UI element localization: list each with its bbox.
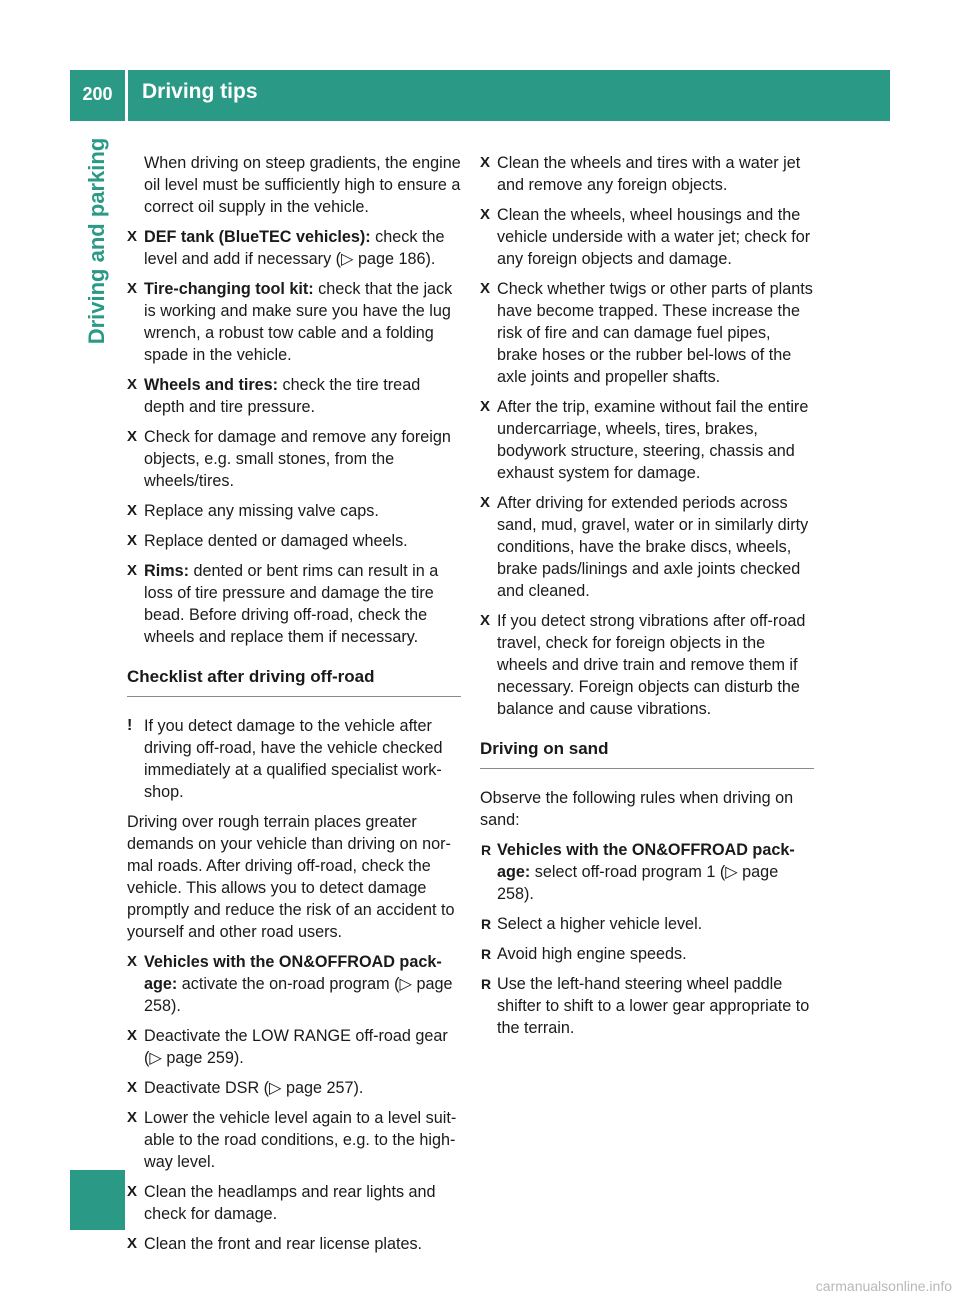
item-text: Deactivate DSR (▷ page 257). xyxy=(144,1079,364,1097)
item-label: Vehicles with the ON&OFFROAD pack-age: xyxy=(497,841,795,881)
action-arrow-icon: X xyxy=(127,428,138,445)
item-text: Replace any missing valve caps. xyxy=(144,502,379,520)
list-item xyxy=(480,492,814,602)
checks-right-list xyxy=(480,152,814,720)
item-text: dented or bent rims can result in a loss of tire pressure and damage the tire bead. Before driving off-road, check the wheels and replace them if necessary. xyxy=(144,562,439,646)
action-arrow-icon: X xyxy=(127,1079,138,1096)
item-label: Wheels and tires: xyxy=(144,376,279,394)
list-item xyxy=(480,610,814,720)
list-item xyxy=(480,396,814,484)
item-text: Clean the headlamps and rear lights and check for damage. xyxy=(144,1183,436,1223)
action-arrow-icon: X xyxy=(480,612,491,629)
list-item xyxy=(127,560,461,648)
list-item xyxy=(127,1107,461,1173)
side-block xyxy=(70,1170,125,1230)
list-item xyxy=(127,426,461,492)
section-title: Driving tips xyxy=(142,80,258,103)
item-text: select off-road program 1 (▷ page 258). xyxy=(497,863,779,903)
item-text: Check for damage and remove any foreign objects, e.g. small stones, from the wheels/tires. xyxy=(144,428,451,490)
action-arrow-icon: X xyxy=(480,206,491,223)
list-item xyxy=(127,1181,461,1225)
list-item xyxy=(480,278,814,388)
list-item xyxy=(480,973,814,1039)
list-item xyxy=(127,278,461,366)
action-arrow-icon: X xyxy=(127,1027,138,1044)
list-item xyxy=(127,374,461,418)
list-item xyxy=(127,1077,461,1099)
action-arrow-icon: X xyxy=(127,1235,138,1252)
item-text: check the tire tread depth and tire pressure. xyxy=(144,376,421,416)
action-arrow-icon: X xyxy=(127,532,138,549)
list-item xyxy=(127,500,461,522)
page-number: 200 xyxy=(82,84,113,104)
list-item xyxy=(127,226,461,270)
action-arrow-icon: X xyxy=(127,562,138,579)
item-text: Lower the vehicle level again to a level suit-able to the road conditions, e.g. to the high-way level. xyxy=(144,1109,457,1171)
list-item xyxy=(480,152,814,196)
heading-after-offroad: Checklist after driving off-road xyxy=(127,666,461,697)
item-text: activate the on-road program (▷ page 258). xyxy=(144,975,453,1015)
bullet-icon: R xyxy=(481,916,492,932)
action-arrow-icon: X xyxy=(127,1183,138,1200)
side-tab xyxy=(70,121,125,361)
list-item xyxy=(127,1233,461,1255)
action-arrow-icon: X xyxy=(480,398,491,415)
action-arrow-icon: X xyxy=(127,1109,138,1126)
list-item xyxy=(480,204,814,270)
side-label: Driving and parking xyxy=(84,137,109,345)
item-text: Deactivate the LOW RANGE off-road gear (▷ page 259). xyxy=(144,1027,448,1067)
action-arrow-icon: X xyxy=(127,502,138,519)
item-text: Clean the wheels, wheel housings and the vehicle underside with a water jet; check for any foreign objects and damage. xyxy=(497,206,811,268)
list-item xyxy=(480,839,814,905)
intro-paragraph: When driving on steep gradients, the engine oil level must be sufficiently high to ensure a correct oil supply in the vehicle. xyxy=(144,154,461,216)
item-text: Replace dented or damaged wheels. xyxy=(144,532,408,550)
item-text: Select a higher vehicle level. xyxy=(497,915,703,933)
after-paragraph: Driving over rough terrain places greater demands on your vehicle than driving on nor-mal roads. After driving off-road, check the vehicle. This allows you to detect damage promptly and reduce the risk of an accident to yourself and other road users. xyxy=(127,813,455,941)
item-text: After the trip, examine without fail the entire undercarriage, wheels, tires, brakes, bodywork structure, steering, chassis and exhaust system for damage. xyxy=(497,398,809,482)
left-column xyxy=(127,152,461,1263)
item-label: Tire-changing tool kit: xyxy=(144,280,314,298)
right-column xyxy=(480,152,814,1047)
sand-bullet-list xyxy=(480,839,814,1039)
item-label: Rims: xyxy=(144,562,189,580)
item-text: After driving for extended periods across sand, mud, gravel, water or in similarly dirty conditions, have the brake discs, wheels, brake pads/linings and axle joints checked and cleaned. xyxy=(497,494,809,600)
list-item xyxy=(480,913,814,935)
footer-brand: carmanualsonline.info xyxy=(815,1278,952,1294)
item-label: DEF tank (BlueTEC vehicles): xyxy=(144,228,371,246)
item-text: Clean the wheels and tires with a water jet and remove any foreign objects. xyxy=(497,154,801,194)
list-item xyxy=(480,943,814,965)
heading-sand: Driving on sand xyxy=(480,738,814,769)
item-text: Clean the front and rear license plates. xyxy=(144,1235,423,1253)
action-arrow-icon: X xyxy=(127,953,138,970)
checks-before-list xyxy=(127,226,461,648)
list-item xyxy=(127,1025,461,1069)
action-arrow-icon: X xyxy=(127,280,138,297)
list-item xyxy=(127,951,461,1017)
header-divider xyxy=(125,70,128,121)
action-arrow-icon: X xyxy=(480,280,491,297)
warning-note xyxy=(127,715,461,803)
checks-after-list xyxy=(127,951,461,1255)
list-item xyxy=(127,530,461,552)
action-arrow-icon: X xyxy=(127,228,138,245)
item-text: check that the jack is working and make sure you have the lug wrench, a robust tow cable and a folding spade in the vehicle. xyxy=(144,280,453,364)
bullet-icon: R xyxy=(481,842,492,858)
item-text: Use the left-hand steering wheel paddle shifter to shift to a lower gear appropriate to the terrain. xyxy=(497,975,810,1037)
bullet-icon: R xyxy=(481,976,492,992)
action-arrow-icon: X xyxy=(480,154,491,171)
action-arrow-icon: X xyxy=(480,494,491,511)
item-label: Vehicles with the ON&OFFROAD pack-age: xyxy=(144,953,442,993)
warning-text: If you detect damage to the vehicle after driving off-road, have the vehicle checked immediately at a qualified specialist work-shop. xyxy=(144,717,443,801)
sand-intro: Observe the following rules when driving on sand: xyxy=(480,789,794,829)
warning-icon: ! xyxy=(127,717,133,734)
item-text: Check whether twigs or other parts of plants have become trapped. These increase the risk of fire and can damage fuel pipes, brake hoses or the rubber bel-lows of the axle joints and propeller shafts. xyxy=(497,280,813,386)
bullet-icon: R xyxy=(481,946,492,962)
action-arrow-icon: X xyxy=(127,376,138,393)
item-text: Avoid high engine speeds. xyxy=(497,945,687,963)
item-text: If you detect strong vibrations after off-road travel, check for foreign objects in the wheels and drive train and remove them if necessary. Foreign objects can disturb the balance and cause vibrations. xyxy=(497,612,806,718)
item-text: check the level and add if necessary (▷ page 186). xyxy=(144,228,445,268)
